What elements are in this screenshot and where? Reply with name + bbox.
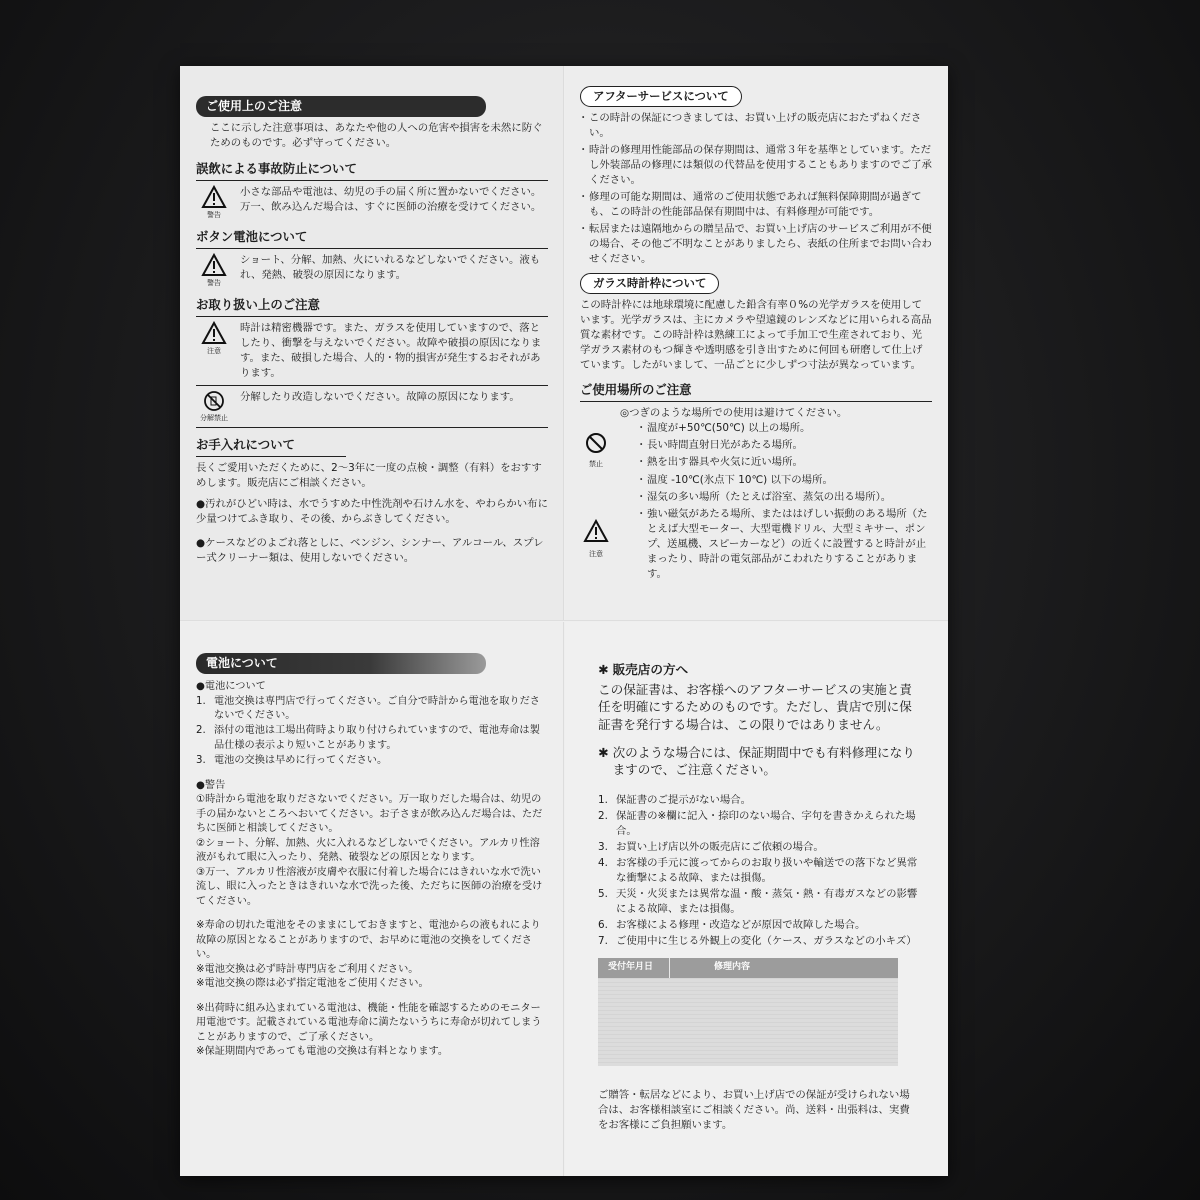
handling-heading: お取り扱い上のご注意 — [196, 296, 548, 317]
place-icon2-caption: 注意 — [589, 549, 603, 558]
asterisk-icon: ✱ — [598, 662, 609, 677]
repair-record-table — [598, 958, 898, 1066]
disassemble-icon-caption: 分解禁止 — [200, 414, 228, 423]
handling-warning — [196, 321, 548, 381]
button-battery-warning — [196, 253, 548, 288]
list-item: ・ この時計の保証につきましては、お買い上げの販売店におたずねください。 — [580, 111, 932, 141]
panel-bottom-right — [564, 621, 948, 1176]
warning-triangle-icon — [196, 253, 232, 288]
battery-notes-2 — [196, 1002, 548, 1060]
button-icon-caption: 警告 — [207, 278, 221, 287]
care-bullet-2: ●ケースなどのよごれ落としに、ベンジン、シンナー、アルコール、スプレー式クリーナー類は、使用しないでください。 — [196, 536, 544, 564]
accident-text: 小さな部品や電池は、幼児の手の届く所に置かないでください。万一、飲み込んだ場合は、すぐに医師の治療を受けてください。 — [240, 185, 542, 213]
care-text: 長くご愛用いただくために、2〜3年に一度の点検・調整（有料）をおすすめします。販売店にご相談ください。 — [196, 462, 542, 490]
list-item: ・ 転居または遠隔地からの贈呈品で、お買い上げ店のサービスご利用が不便の場合、その他ご不明なことがありましたら、表紙の住所までお問い合わせください。 — [580, 222, 932, 267]
prohibited-icon — [585, 432, 607, 469]
place-icon1-caption: 禁止 — [589, 459, 603, 468]
list-item: 6. お客様による修理・改造などが原因で故障した場合。 — [598, 919, 866, 932]
list-item: ・ 修理の可能な期間は、通常のご使用状態であれば無料保障期間が過ぎても、この時計の性能部品保有期間中は、有料修理が可能です。 — [580, 190, 932, 220]
note: ※保証期間内であっても電池の交換は有料となります。 — [196, 1046, 449, 1058]
button-battery-heading: ボタン電池について — [196, 228, 548, 249]
handling-icon-caption: 注意 — [207, 346, 221, 355]
list-item: 1. 保証書のご提示がない場合。 — [598, 793, 752, 806]
disassemble-warning — [196, 390, 548, 423]
battery-title: 電池について — [196, 653, 486, 674]
warning-triangle-icon — [196, 185, 232, 220]
paid-list — [598, 793, 918, 950]
caution-triangle-icon — [583, 519, 609, 558]
button-battery-text: ショート、分解、加熱、火にいれるなどしないでください。液もれ、発熱、破裂の原因になります。 — [240, 253, 541, 281]
panel-top-left — [180, 66, 564, 621]
note: ※電池交換は必ず時計専門店をご利用ください。 — [196, 963, 419, 975]
list-item: ・ 長い時間直射日光があたる場所。 — [638, 438, 932, 453]
place-intro: ◎つぎのような場所での使用は避けてください。 — [620, 407, 848, 420]
accident-icon-caption: 警告 — [207, 210, 221, 219]
list-item: ・ 湿気の多い場所（たとえば浴室、蒸気の出る場所）。 — [638, 490, 932, 505]
note: ※寿命の切れた電池をそのままにしておきますと、電池からの液もれにより故障の原因となることがありますので、お早めに電池の交換をしてください。 — [196, 920, 541, 961]
place-icons — [580, 406, 612, 584]
care-bullet-1: ●汚れがひどい時は、水でうすめた中性洗剤や石けん水を、やわらかい布に少量つけてふき取り、その後、からぶきしてください。 — [196, 498, 548, 526]
handling-text: 時計は精密機器です。また、ガラスを使用していますので、落としたり、衝撃を与えないでください。故障や破損の原因になります。また、破損した場合、人的・物的損害が発生するおそれがあります。 — [240, 321, 542, 380]
list-item: ・ 強い磁気があたる場所、またははげしい振動のある場所（たとえば大型モーター、大型電機ドリル、大型ミキサー、ポンプ、送風機、スピーカーなど）の近くに設置すると時計が止まったり、時計の電気部品がこわれたりすることがあります。 — [638, 507, 932, 582]
battery-list — [196, 695, 548, 769]
glass-frame-title: ガラス時計枠について — [580, 273, 719, 294]
after-service-title: アフターサービスについて — [580, 86, 742, 107]
place-text — [620, 406, 932, 584]
divider — [196, 385, 548, 386]
paid-title-line — [598, 744, 918, 779]
care-heading: お手入れについて — [196, 436, 346, 457]
note: ※出荷時に組み込まれている電池は、機能・性能を確認するためのモニター用電池です。記載されている電池寿命に満たないうちに寿命が切れてしまうことがありますので、ご了承ください。 — [196, 1002, 542, 1043]
repair-table-body — [598, 978, 898, 1066]
list-item: 2. 添付の電池は工場出荷時より取り付けられていますので、電池寿命は製品仕様の表示より短いことがあります。 — [196, 725, 540, 751]
glass-frame-text: この時計枠には地球環境に配慮した鉛含有率０%の光学ガラスを使用しています。光学ガラスは、主にカメラや望遠鏡のレンズなどに用いられる高品質な素材です。この時計枠は熟練工によって手加工で生産されており、光学ガラス素材のもつ輝きや透明感を引き出すために何回も研磨して仕上げています。したがいまして、一品ごとに少しずつ寸法が異なっています。 — [580, 298, 932, 372]
list-item: ・ 時計の修理用性能部品の保存期間は、通常３年を基準としています。ただし外装部品の修理には類似の代替品を使用することもありますのでご了承ください。 — [580, 143, 932, 188]
list-item: 1. 電池交換は専門店で行ってください。ご自分で時計から電池を取りださないでください。 — [196, 695, 540, 721]
warning-sub: ●警告 — [196, 779, 226, 791]
list-item: 5. 天災・火災または異常な温・酸・蒸気・熱・有毒ガスなどの影響による故障、または損傷。 — [598, 888, 918, 916]
panel-top-right — [564, 66, 948, 621]
after-service-list — [580, 111, 932, 268]
battery-sub: ●電池について — [196, 681, 266, 693]
instruction-leaflet — [180, 66, 948, 1176]
place-heading: ご使用場所のご注意 — [580, 381, 932, 402]
footer-text: ご贈答・転居などにより、お買い上げ店での保証が受けられない場合は、お客様相談室にご相談ください。尚、送料・出張料は、実費をお客様にご負担願います。 — [598, 1088, 910, 1131]
no-disassemble-icon — [196, 390, 232, 423]
list-item: 7. ご使用中に生じる外観上の変化（ケース、ガラスなどの小キズ） — [598, 935, 917, 948]
usage-title: ご使用上のご注意 — [196, 96, 486, 117]
list-item: 3. お買い上げ店以外の販売店にご依頼の場合。 — [598, 840, 824, 853]
asterisk-icon: ✱ — [598, 744, 609, 760]
battery-notes-1 — [196, 919, 548, 991]
list-item: ・ 熱を出す器具や火気に近い場所。 — [638, 455, 932, 470]
warning-item-3: ③万一、アルカリ性溶液が皮膚や衣服に付着した場合にはきれいな水で洗い流し、眼に入ったときはきれいな水で洗った後、ただちに医師の治療を受けてください。 — [196, 866, 543, 907]
dealer-title-line — [598, 661, 918, 679]
list-item: 2. 保証書の※欄に記入・捺印のない場合、字句を書きかえられた場合。 — [598, 809, 916, 837]
list-item: ・ 温度 -10℃(氷点下 10℃) 以下の場所。 — [638, 473, 932, 488]
divider — [196, 427, 548, 428]
warning-item-2: ②ショート、分解、加熱、火に入れるなどしないでください。アルカリ性溶液がもれて眼に入ったり、発熱、破裂などの原因となります。 — [196, 837, 540, 864]
place-list — [620, 421, 932, 582]
repair-table-date-col: 受付年月日 — [598, 958, 670, 978]
accident-warning — [196, 185, 548, 220]
list-item: ・ 温度が+50℃(50℃) 以上の場所。 — [638, 421, 932, 436]
dealer-text: この保証書は、お客様へのアフターサービスの実施と責任を明確にするためのものです。ただし、貴店で別に保証書を発行する場合は、この限りではありません。 — [598, 681, 912, 732]
paid-title: 次のような場合には、保証期間中でも有料修理になりますので、ご注意ください。 — [612, 744, 915, 778]
panel-bottom-left — [180, 621, 564, 1176]
list-item: 3. 電池の交換は早めに行ってください。 — [196, 755, 388, 767]
usage-intro: ここに示した注意事項は、あなたや他の人への危害や損害を未然に防ぐためのものです。必ず守ってください。 — [210, 122, 543, 150]
note: ※電池交換の際は必ず指定電池をご使用ください。 — [196, 978, 429, 990]
repair-table-header — [598, 958, 898, 978]
list-item: 4. お客様の手元に渡ってからのお取り扱いや輸送での落下など異常な衝撃による故障、または損傷。 — [598, 857, 918, 885]
place-caution-block — [580, 406, 932, 584]
horizontal-fold — [180, 620, 948, 622]
accident-heading: 誤飲による事故防止について — [196, 160, 548, 181]
caution-triangle-icon — [196, 321, 232, 381]
dealer-title: 販売店の方へ — [612, 662, 689, 677]
warning-item-1: ①時計から電池を取りださないでください。万一取りだした場合は、幼児の手の届かないところへおいてください。お子さまが飲み込んだ場合は、ただちに医師と相談してください。 — [196, 794, 543, 835]
disassemble-text: 分解したり改造しないでください。故障の原因になります。 — [240, 391, 520, 404]
repair-table-content-col: 修理内容 — [714, 962, 751, 972]
